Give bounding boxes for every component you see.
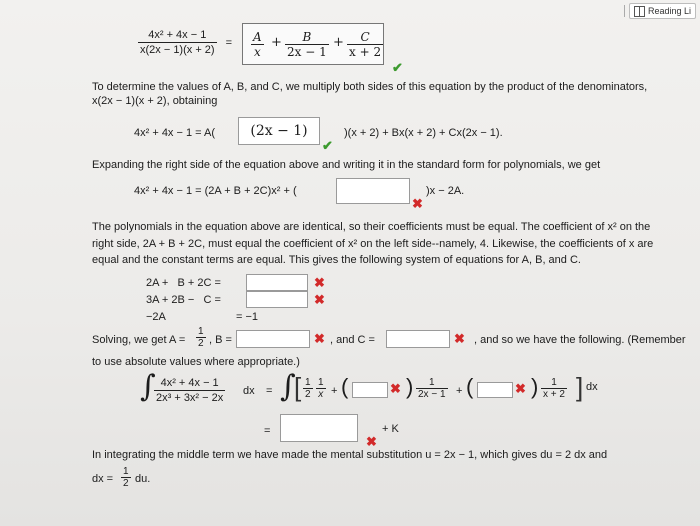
system-row1-field[interactable] <box>246 274 308 291</box>
half-den: 2 <box>198 338 204 349</box>
reading-list-label: Reading Li <box>647 6 691 16</box>
term-b-den: 2x − 1 <box>287 45 327 59</box>
half-coef-den: 2 <box>305 389 311 400</box>
du-label: du. <box>135 473 151 485</box>
eq2-lhs: 4x² + 4x − 1 = A( <box>134 127 216 139</box>
plus-sign: + <box>456 385 463 397</box>
term-a-den: x <box>253 45 261 59</box>
para3-line1: The polynomials in the equation above are identical, so their coefficients must be equal. The coefficient of x² on the <box>92 221 651 233</box>
integral-sign-2: ∫ <box>280 369 296 404</box>
eq2-rest: )(x + 2) + Bx(x + 2) + Cx(2x − 1). <box>344 127 503 139</box>
eq2-answer-field[interactable] <box>238 117 320 145</box>
cross-icon: ✖ <box>515 381 526 396</box>
half-fraction <box>196 326 206 349</box>
du-fraction <box>121 466 131 489</box>
solving-b-label: , B = <box>209 334 232 346</box>
dx-end-label: dx <box>586 381 598 393</box>
plus-k-label: + K <box>382 423 399 435</box>
antiderivative-field[interactable] <box>280 414 358 442</box>
term2-coef-field[interactable] <box>352 382 388 398</box>
lhs-denominator: x(2x − 1)(x + 2) <box>140 44 215 56</box>
eq3-answer-field[interactable] <box>336 178 410 204</box>
eq3-lhs: 4x² + 4x − 1 = (2A + B + 2C)x² + ( <box>134 185 297 197</box>
system-row3-rhs: = −1 <box>236 311 259 323</box>
cross-icon: ✖ <box>314 275 325 290</box>
term2-num: 1 <box>416 377 448 389</box>
para4-line1: In integrating the middle term we have made the mental substitution u = 2x − 1, which gives du = 2 dx and <box>92 449 608 461</box>
system-row2: 3A + 2B − C = <box>146 294 221 306</box>
solving-suffix: , and so we have the following. (Remember <box>474 334 686 346</box>
para3-line2: right side, 2A + B + 2C, must equal the coefficient of x² on the left side--namely, 4. Likewise, the coefficients of x are <box>92 238 654 250</box>
plus-1: + <box>271 35 282 50</box>
para2-text: Expanding the right side of the equation above and writing it in the standard form for polynomials, we get <box>92 159 601 171</box>
solving-c-label: , and C = <box>330 334 375 346</box>
bracket-open: [ <box>294 372 302 402</box>
eq2-answer-value: (2x − 1) <box>250 123 308 139</box>
plus-sign: + <box>331 385 338 397</box>
cross-icon: ✖ <box>454 331 465 346</box>
system-row3-lhs: −2A <box>146 311 166 323</box>
term-b <box>285 30 329 59</box>
cross-icon: ✖ <box>366 434 377 449</box>
lhs-fraction <box>138 28 217 57</box>
solving-prefix: Solving, we get A = <box>92 334 186 346</box>
toolbar-divider <box>624 5 625 17</box>
term-a-num: A <box>253 30 262 44</box>
integrand-den: 2x³ + 3x² − 2x <box>156 392 224 404</box>
term-b-num: B <box>285 30 329 45</box>
reading-list-icon <box>634 6 645 17</box>
one-over-x <box>316 377 326 400</box>
dx-equals-label: dx = <box>92 473 114 485</box>
term-c-den: x + 2 <box>349 45 382 59</box>
para3-line3: equal and the constant terms are equal. This gives the following system of equations for A, B, and C. <box>92 254 581 266</box>
equals-sign: = <box>264 425 271 437</box>
para1-line1: To determine the values of A, B, and C, we multiply both sides of this equation by the product of the denominators, <box>92 81 648 93</box>
paren-open: ( <box>466 374 474 399</box>
equation-partial-fractions <box>138 28 238 57</box>
b-value-field[interactable] <box>236 330 310 348</box>
dx-label: dx <box>243 385 255 397</box>
check-icon: ✔ <box>322 138 333 153</box>
paren-close: ) <box>531 374 539 399</box>
du-den: 2 <box>123 478 129 489</box>
lhs-numerator: 4x² + 4x − 1 <box>138 28 217 43</box>
check-icon: ✔ <box>392 60 403 75</box>
half-num: 1 <box>198 326 204 337</box>
integrand-fraction <box>154 376 225 405</box>
one-over-x-num: 1 <box>318 377 324 388</box>
plus-2: + <box>333 35 344 50</box>
bracket-close: ] <box>576 372 584 402</box>
eq3-rest: )x − 2A. <box>426 185 465 197</box>
cross-icon: ✖ <box>390 381 401 396</box>
cross-icon: ✖ <box>412 196 423 211</box>
term3-coef-field[interactable] <box>477 382 513 398</box>
paren-close: ) <box>406 374 414 399</box>
one-over-x-den: x <box>318 389 324 400</box>
half-coef-num: 1 <box>305 377 311 388</box>
term2-den: 2x − 1 <box>418 389 446 400</box>
solving-line2: to use absolute values where appropriate.) <box>92 356 300 368</box>
integrand-num: 4x² + 4x − 1 <box>154 376 225 391</box>
system-row2-field[interactable] <box>246 291 308 308</box>
reading-list-button[interactable] <box>629 3 696 19</box>
term3-den: x + 2 <box>543 389 565 400</box>
term2-fraction <box>416 377 448 400</box>
du-num: 1 <box>123 466 129 477</box>
equals-sign: = <box>266 385 273 397</box>
half-coef <box>303 377 313 400</box>
para1-line2: x(2x − 1)(x + 2), obtaining <box>92 95 218 107</box>
c-value-field[interactable] <box>386 330 450 348</box>
term-a <box>251 30 264 59</box>
integral-sign: ∫ <box>140 369 156 404</box>
system-row1: 2A + B + 2C = <box>146 277 221 289</box>
cross-icon: ✖ <box>314 331 325 346</box>
partial-fraction-box <box>242 23 384 65</box>
term-c <box>347 30 383 59</box>
cross-icon: ✖ <box>314 292 325 307</box>
term3-num: 1 <box>541 377 567 389</box>
paren-open: ( <box>341 374 349 399</box>
term3-fraction <box>541 377 567 400</box>
term-c-num: C <box>347 30 383 45</box>
equals-sign: = <box>225 36 233 49</box>
